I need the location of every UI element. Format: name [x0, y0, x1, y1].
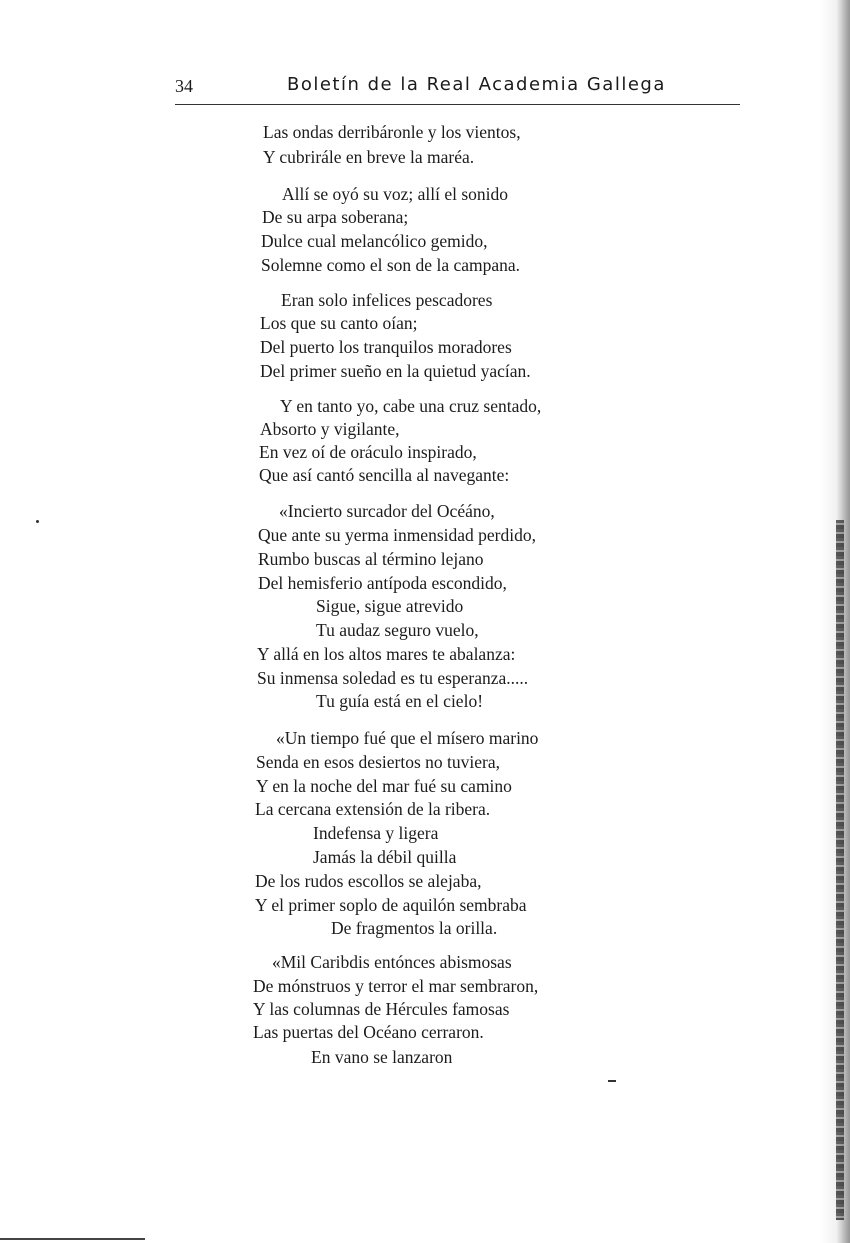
- poem-line: Que ante su yerma inmensidad perdido,: [258, 525, 536, 545]
- poem-line: En vez oí de oráculo inspirado,: [259, 442, 477, 462]
- page-number: 34: [175, 76, 193, 96]
- poem-line: Que así cantó sencilla al navegante:: [259, 465, 510, 485]
- poem-line: Absorto y vigilante,: [260, 419, 400, 439]
- poem-line: Eran solo infelices pescadores: [281, 290, 493, 310]
- poem-line: Y allá en los altos mares te abalanza:: [257, 644, 516, 664]
- poem-line: Del primer sueño en la quietud yacían.: [260, 361, 531, 381]
- poem-line: Rumbo buscas al término lejano: [258, 549, 484, 569]
- page-header: [175, 72, 740, 106]
- poem-line: De fragmentos la orilla.: [331, 918, 498, 938]
- poem-line: Indefensa y ligera: [313, 823, 439, 843]
- poem-line: Y en tanto yo, cabe una cruz sentado,: [280, 396, 542, 416]
- poem-line: Los que su canto oían;: [260, 313, 418, 333]
- poem-line: «Mil Caribdis entónces abismosas: [272, 952, 512, 972]
- poem-line: Y las columnas de Hércules famosas: [253, 999, 510, 1019]
- poem-line: Las ondas derribáronle y los vientos,: [263, 122, 521, 142]
- header-rule: [175, 104, 740, 105]
- poem-line: Jamás la débil quilla: [313, 847, 457, 867]
- poem-line: «Un tiempo fué que el mísero marino: [276, 728, 539, 748]
- poem-line: La cercana extensión de la ribera.: [255, 799, 491, 819]
- poem-line: Tu guía está en el cielo!: [316, 691, 484, 711]
- scan-speck: [36, 520, 39, 523]
- poem-line: Y en la noche del mar fué su camino: [256, 776, 512, 796]
- poem-line: En vano se lanzaron: [311, 1047, 453, 1067]
- poem-line: Sigue, sigue atrevido: [316, 596, 464, 616]
- poem-line: Las puertas del Océano cerraron.: [253, 1022, 484, 1042]
- poem-line: Del hemisferio antípoda escondido,: [258, 573, 507, 593]
- poem-line: Del puerto los tranquilos moradores: [260, 337, 512, 357]
- poem-line: Senda en esos desiertos no tuviera,: [256, 752, 500, 772]
- poem-line: Tu audaz seguro vuelo,: [316, 620, 479, 640]
- page-edge-shadow: [820, 0, 850, 1243]
- poem-line: Allí se oyó su voz; allí el sonido: [282, 184, 509, 204]
- poem-line: Solemne como el son de la campana.: [261, 255, 521, 275]
- poem-line: De mónstruos y terror el mar sembraron,: [253, 976, 539, 996]
- running-title: Boletín de la Real Academia Gallega: [287, 74, 666, 95]
- poem-line: Y el primer soplo de aquilón sembraba: [255, 895, 527, 915]
- poem-line: De los rudos escollos se alejaba,: [255, 871, 482, 891]
- poem-line: Su inmensa soledad es tu esperanza.....: [257, 668, 529, 688]
- poem-line: De su arpa soberana;: [262, 207, 409, 227]
- scan-speck: [608, 1080, 616, 1082]
- poem-line: Dulce cual melancólico gemido,: [261, 231, 488, 251]
- bottom-edge-rule: [0, 1238, 145, 1240]
- poem-line: Y cubrirále en breve la maréa.: [263, 147, 475, 167]
- poem-line: «Incierto surcador del Océáno,: [279, 501, 495, 521]
- page-edge-binding: [836, 520, 844, 1220]
